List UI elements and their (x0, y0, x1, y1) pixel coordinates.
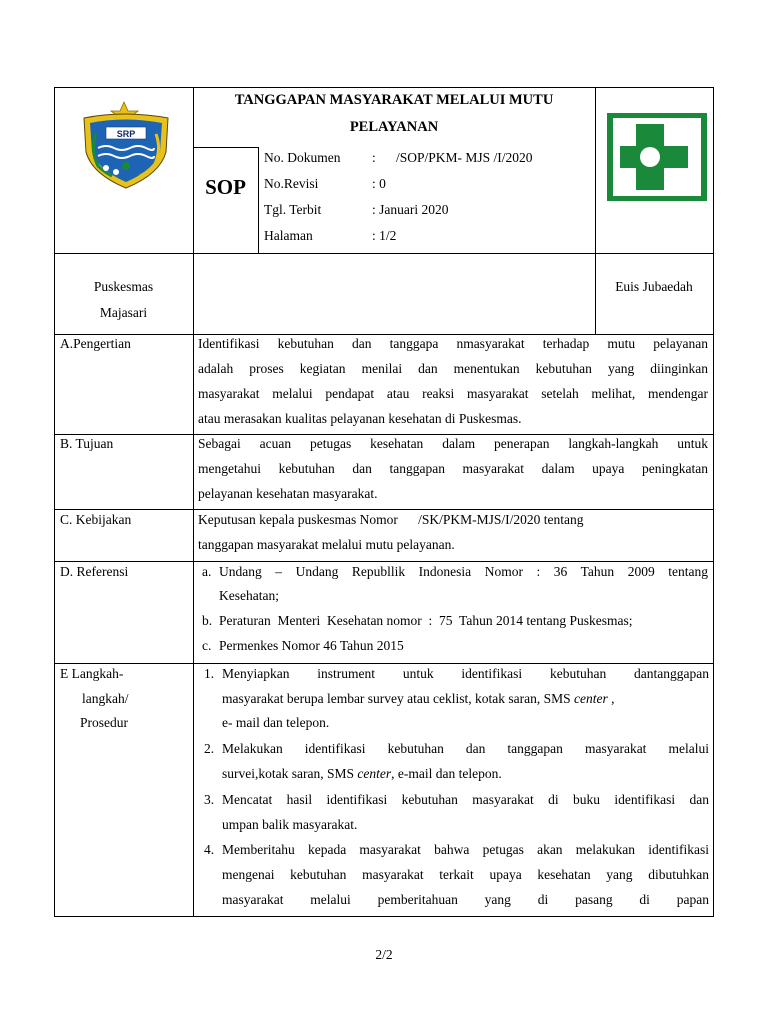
organization-name-line2: Majasari (99, 305, 148, 320)
step-text-fragment: survei,kotak saran, SMS (222, 766, 358, 781)
step-text-italic: center (357, 766, 392, 781)
organization-name-line1: Puskesmas (93, 279, 154, 294)
document-title-line2: PELAYANAN (349, 119, 439, 135)
sop-box-right (258, 147, 259, 254)
step-marker: 3. (204, 792, 215, 807)
step-text-italic: center (574, 691, 608, 706)
table-divider-referensi (54, 663, 714, 664)
step-text-line: umpan balik masyarakat. (222, 817, 358, 832)
document-title-line1: TANGGAPAN MASYARAKAT MELALUI MUTU (234, 92, 554, 108)
table-border-top (54, 87, 714, 88)
referensi-item-marker: b. (202, 613, 213, 628)
referensi-item-text: Permenkes Nomor 46 Tahun 2015 (219, 638, 404, 653)
referensi-item-text: Kesehatan; (219, 588, 279, 603)
step-marker: 1. (204, 666, 215, 681)
table-border-left (54, 87, 55, 917)
page-number: 2/2 (375, 947, 393, 962)
section-label-pengertian: A.Pengertian (60, 336, 131, 351)
doc-field-label: No.Revisi (264, 176, 319, 191)
step-text-line: Melakukan identifikasi kebutuhan dan tanggapan masyarakat melalui (222, 741, 709, 756)
step-marker: 4. (204, 842, 215, 857)
tujuan-text-line: mengetahui kebutuhan dan tanggapan masyarakat dalam upaya peningkatan (198, 461, 708, 476)
doc-field-separator: : (372, 150, 376, 165)
table-divider-tujuan (54, 509, 714, 510)
table-border-right (713, 87, 714, 917)
section-label-langkah: Prosedur (80, 715, 128, 730)
table-divider-kebijakan (54, 561, 714, 562)
table-divider-pengertian (54, 434, 714, 435)
step-text-line: mengenai kebutuhan masyarakat terkait upaya kesehatan yang dibutuhkan (222, 867, 709, 882)
pengertian-text-line: Identifikasi kebutuhan dan tanggapa nmasyarakat terhadap mutu pelayanan (198, 336, 708, 351)
step-text-fragment: , (607, 691, 615, 706)
step-text-line: Mencatat hasil identifikasi kebutuhan masyarakat di buku identifikasi dan (222, 792, 709, 807)
doc-field-label: No. Dokumen (264, 150, 341, 165)
tujuan-text-line: Sebagai acuan petugas kesehatan dalam penerapan langkah-langkah untuk (198, 436, 708, 451)
sop-label: SOP (205, 175, 246, 199)
left-logo-text: SRP (116, 129, 136, 139)
step-text-fragment: masyarakat berupa lembar survey atau ceklist, kotak saran, SMS (222, 691, 575, 706)
section-label-referensi: D. Referensi (60, 564, 129, 579)
sop-box-top (193, 147, 258, 148)
step-text-line: e- mail dan telepon. (222, 715, 330, 730)
puskesmas-cross-logo-icon (606, 112, 708, 202)
step-text-fragment: , e-mail dan telepon. (391, 766, 502, 781)
kebijakan-text-line: tanggapan masyarakat melalui mutu pelayanan. (198, 537, 455, 552)
pengertian-text-line: adalah proses kegiatan menilai dan menentukan kebutuhan yang diinginkan (198, 361, 708, 376)
column-divider-right-logo (595, 87, 596, 335)
step-text-line: masyarakat melalui pemberitahuan yang di pasang di papan (222, 892, 709, 907)
column-divider-label (193, 87, 194, 917)
regional-emblem-icon (76, 100, 176, 192)
step-text-line: Menyiapkan instrument untuk identifikasi kebutuhan dantanggapan (222, 666, 709, 681)
step-text-line (222, 692, 615, 706)
table-border-bottom (54, 916, 714, 917)
step-text-line: Memberitahu kepada masyarakat bahwa petugas akan melakukan identifikasi (222, 842, 709, 857)
doc-field-label: Halaman (264, 228, 313, 243)
left-logo (76, 100, 176, 192)
referensi-item-text: Undang – Undang Republlik Indonesia Nomor : 36 Tahun 2009 tentang (219, 564, 708, 579)
table-divider-org-bottom (54, 334, 714, 335)
referensi-item-marker: c. (202, 638, 212, 653)
doc-field-label: Tgl. Terbit (264, 202, 322, 217)
section-label-kebijakan: C. Kebijakan (60, 512, 132, 527)
doc-field-value: : 1/2 (372, 228, 397, 243)
table-divider-header-bottom (54, 253, 714, 254)
signer-name: Euis Jubaedah (615, 279, 693, 294)
step-marker: 2. (204, 741, 215, 756)
doc-field-value: : 0 (372, 176, 386, 191)
kebijakan-text-line: Keputusan kepala puskesmas Nomor /SK/PKM-MJS/I/2020 tentang (198, 512, 584, 527)
referensi-item-text: Peraturan Menteri Kesehatan nomor : 75 Tahun 2014 tentang Puskesmas; (219, 613, 633, 628)
section-label-langkah: E Langkah- (60, 666, 124, 681)
referensi-item-marker: a. (202, 564, 212, 579)
section-label-langkah: langkah/ (82, 691, 129, 706)
section-label-tujuan: B. Tujuan (60, 436, 114, 451)
step-text-line (222, 767, 502, 781)
doc-field-value: /SOP/PKM- MJS /I/2020 (396, 150, 533, 165)
tujuan-text-line: pelayanan kesehatan masyarakat. (198, 486, 378, 501)
pengertian-text-line: atau merasakan kualitas pelayanan kesehatan di Puskesmas. (198, 411, 522, 426)
pengertian-text-line: masyarakat melalui pendapat atau reaksi masyarakat setelah melihat, mendengar (198, 386, 708, 401)
doc-field-value: : Januari 2020 (372, 202, 449, 217)
right-logo (606, 112, 708, 202)
